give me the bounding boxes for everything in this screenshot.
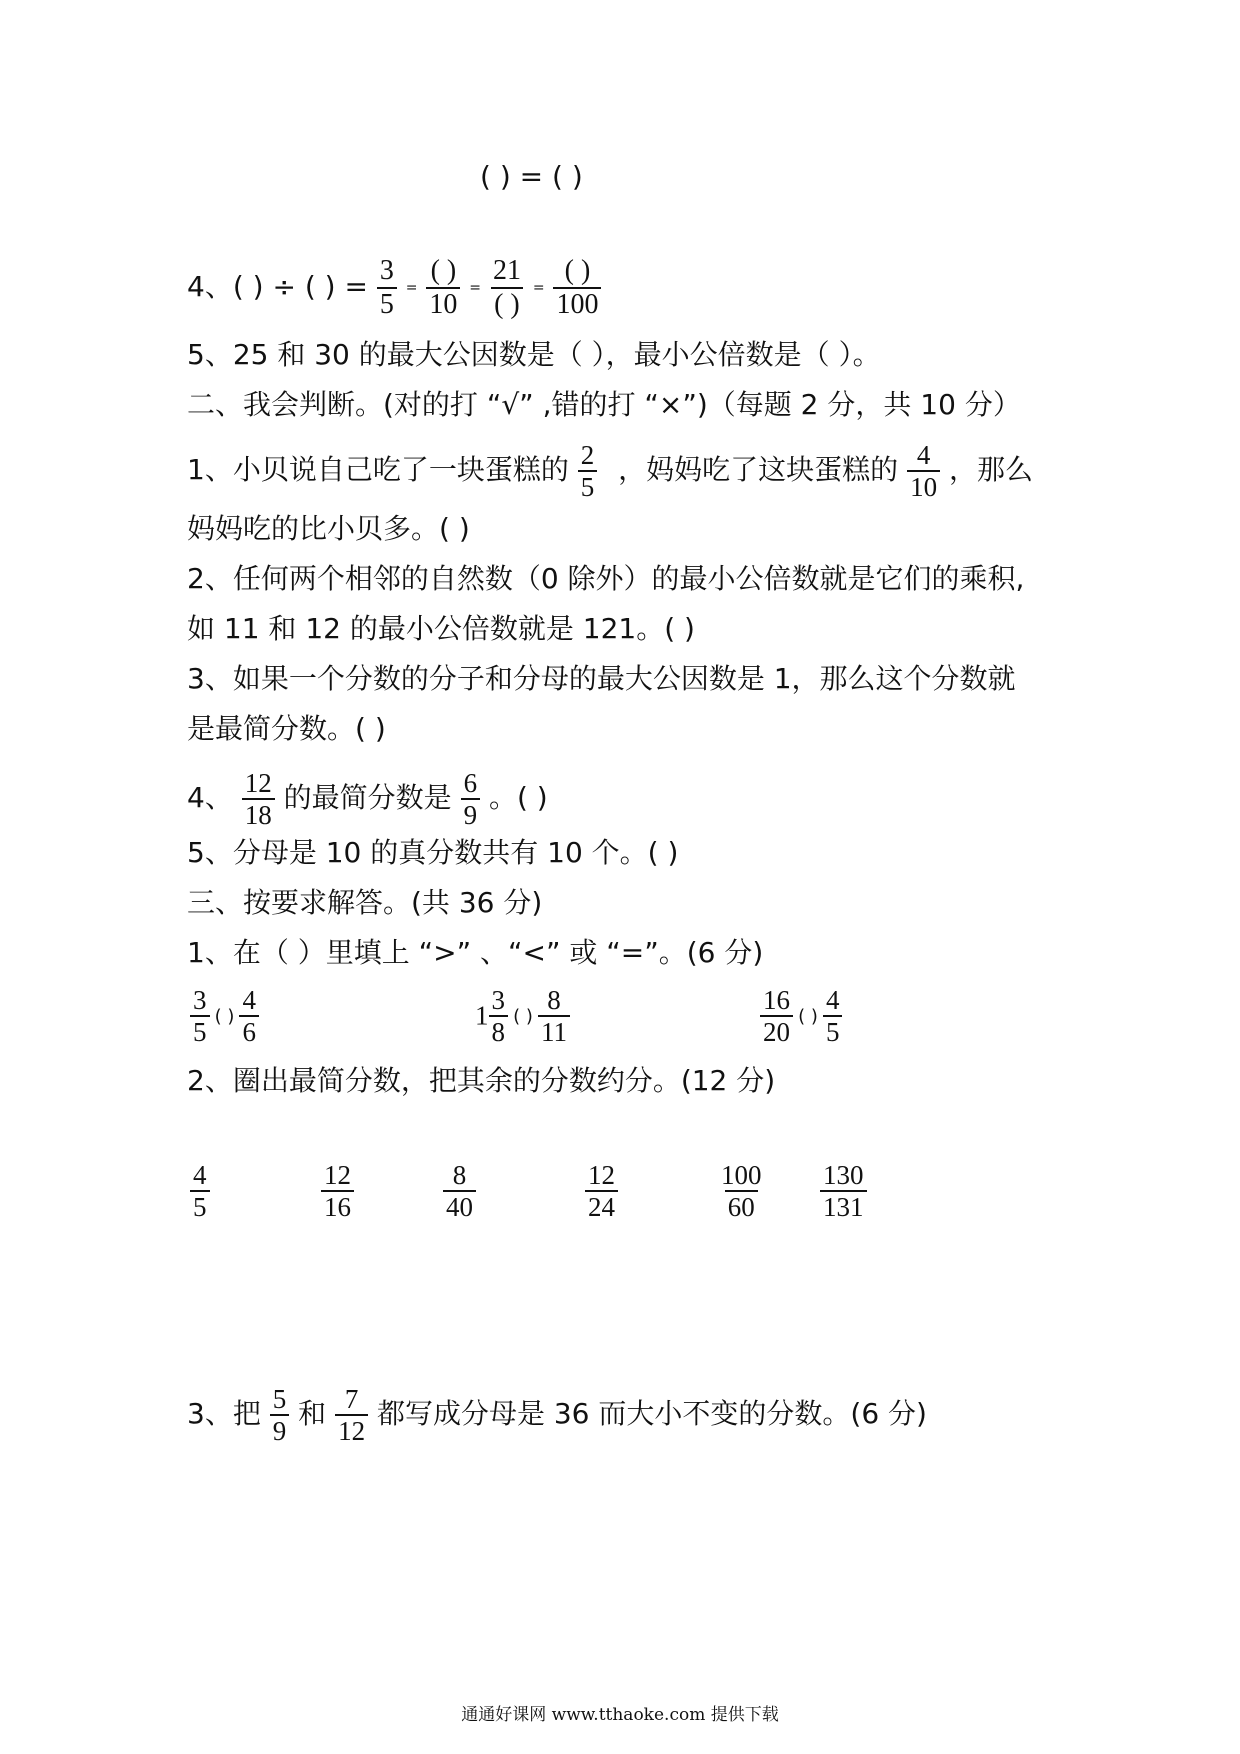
- page-footer: 通通好课网 www.tthaoke.com 提供下载: [461, 1705, 779, 1725]
- judge-q1: [187, 440, 1033, 502]
- numerator: 16: [763, 985, 790, 1015]
- numerator: 3: [379, 255, 394, 286]
- solve-heading: 三、按要求解答。(共 36 分): [187, 886, 543, 919]
- numerator: 12: [324, 1160, 351, 1190]
- judge-q5: 5、分母是 10 的真分数共有 10 个。( ): [187, 836, 679, 869]
- fraction: [461, 768, 481, 830]
- judge-q1-line2: 妈妈吃的比小贝多。( ): [187, 512, 470, 545]
- judge-heading: 二、我会判断。(对的打 “√” ,错的打 “×”)（每题 2 分，共 10 分）: [187, 388, 1021, 421]
- fill-q4-prefix: 4、( ) ÷ ( ) =: [187, 270, 368, 303]
- judge-q1-text-c: ，那么: [948, 453, 1033, 486]
- equals-sign: =: [405, 280, 418, 296]
- numerator: 130: [823, 1160, 864, 1190]
- fraction: [578, 440, 598, 502]
- fraction: [718, 1160, 765, 1222]
- denominator: 9: [270, 1414, 290, 1446]
- fraction: [190, 985, 210, 1047]
- denominator: 10: [426, 287, 460, 321]
- numerator: 4: [916, 440, 931, 470]
- numerator: 12: [244, 768, 272, 798]
- numerator: 6: [463, 768, 478, 798]
- judge-q4-text-a: 4、: [187, 781, 233, 814]
- numerator: 8: [547, 985, 561, 1015]
- fraction: [270, 1384, 290, 1446]
- solve-q3-text-b: 和: [298, 1397, 327, 1430]
- compare-blank: ( ): [798, 1005, 818, 1027]
- fraction: [321, 1160, 354, 1222]
- fraction: [538, 985, 570, 1047]
- fraction: [553, 255, 601, 321]
- compare-blank: ( ): [513, 1005, 533, 1027]
- denominator: 20: [760, 1015, 793, 1047]
- compare-item: [190, 985, 259, 1047]
- judge-q4-text-c: 。( ): [488, 781, 548, 814]
- equals-sign: =: [532, 280, 545, 296]
- numerator: 3: [193, 985, 207, 1015]
- denominator: 16: [321, 1190, 354, 1222]
- judge-q2-line1: 2、任何两个相邻的自然数（0 除外）的最小公倍数就是它们的乘积,: [187, 562, 1025, 595]
- fraction: [242, 768, 275, 830]
- top-blank-equation: ( ) = ( ): [480, 160, 583, 193]
- compare-item: [475, 985, 570, 1047]
- numerator: 5: [272, 1384, 287, 1414]
- fraction: [490, 255, 524, 321]
- fraction: [760, 985, 793, 1047]
- whole-number: 1: [475, 1000, 489, 1031]
- numerator: 7: [344, 1384, 359, 1414]
- denominator: 5: [190, 1015, 210, 1047]
- compare-item: [760, 985, 842, 1047]
- fraction: [426, 255, 460, 321]
- solve-q2-title: 2、圈出最简分数，把其余的分数约分。(12 分): [187, 1064, 776, 1097]
- judge-q3-line1: 3、如果一个分数的分子和分母的最大公因数是 1，那么这个分数就: [187, 662, 1016, 695]
- judge-q1-text-b: ，妈妈吃了这块蛋糕的: [618, 453, 899, 486]
- fraction: [335, 1384, 368, 1446]
- judge-q2-line2: 如 11 和 12 的最小公倍数就是 121。( ): [187, 612, 695, 645]
- denominator: ( ): [491, 287, 523, 321]
- numerator: 12: [588, 1160, 615, 1190]
- denominator: 6: [239, 1015, 259, 1047]
- solve-q1-title: 1、在（ ）里填上 “>” 、“<” 或 “=”。(6 分): [187, 936, 764, 969]
- denominator: 8: [489, 1015, 509, 1047]
- judge-q1-text-a: 1、小贝说自己吃了一块蛋糕的: [187, 453, 569, 486]
- solve-q3-text-a: 3、把: [187, 1397, 261, 1430]
- numerator: 4: [193, 1160, 207, 1190]
- fraction: [907, 440, 940, 502]
- judge-q4: [187, 768, 548, 830]
- fraction: [820, 1160, 867, 1222]
- equals-sign: =: [469, 280, 482, 296]
- numerator: 8: [452, 1160, 467, 1190]
- denominator: 131: [820, 1190, 867, 1222]
- denominator: 18: [242, 798, 275, 830]
- denominator: 5: [578, 470, 598, 502]
- numerator: 4: [242, 985, 256, 1015]
- fill-q5: 5、25 和 30 的最大公因数是（ ），最小公倍数是（ ）。: [187, 338, 881, 371]
- fraction: [377, 255, 397, 321]
- fraction: [585, 1160, 618, 1222]
- numerator: 21: [492, 255, 521, 286]
- numerator: ( ): [430, 255, 457, 286]
- denominator: 5: [377, 287, 397, 321]
- solve-q3-text-c: 都写成分母是 36 而大小不变的分数。(6 分): [376, 1397, 927, 1430]
- denominator: 5: [823, 1015, 843, 1047]
- denominator: 10: [907, 470, 940, 502]
- numerator: 4: [825, 985, 840, 1015]
- judge-q3-line2: 是最简分数。( ): [187, 712, 386, 745]
- fraction: [190, 1160, 210, 1222]
- denominator: 12: [335, 1414, 368, 1446]
- denominator: 11: [538, 1015, 570, 1047]
- fraction: [239, 985, 259, 1047]
- numerator: ( ): [564, 255, 591, 286]
- denominator: 40: [443, 1190, 476, 1222]
- denominator: 100: [553, 287, 601, 321]
- compare-blank: ( ): [214, 1005, 235, 1027]
- judge-q4-text-b: 的最简分数是: [283, 781, 452, 814]
- fraction: [823, 985, 843, 1047]
- numerator: 2: [580, 440, 595, 470]
- denominator: 60: [725, 1190, 758, 1222]
- solve-q3: [187, 1384, 927, 1446]
- denominator: 5: [190, 1190, 210, 1222]
- fill-q4: [187, 255, 601, 321]
- denominator: 24: [585, 1190, 618, 1222]
- denominator: 9: [461, 798, 481, 830]
- fraction: [489, 985, 509, 1047]
- numerator: 100: [721, 1160, 762, 1190]
- fraction: [443, 1160, 476, 1222]
- numerator: 3: [491, 985, 505, 1015]
